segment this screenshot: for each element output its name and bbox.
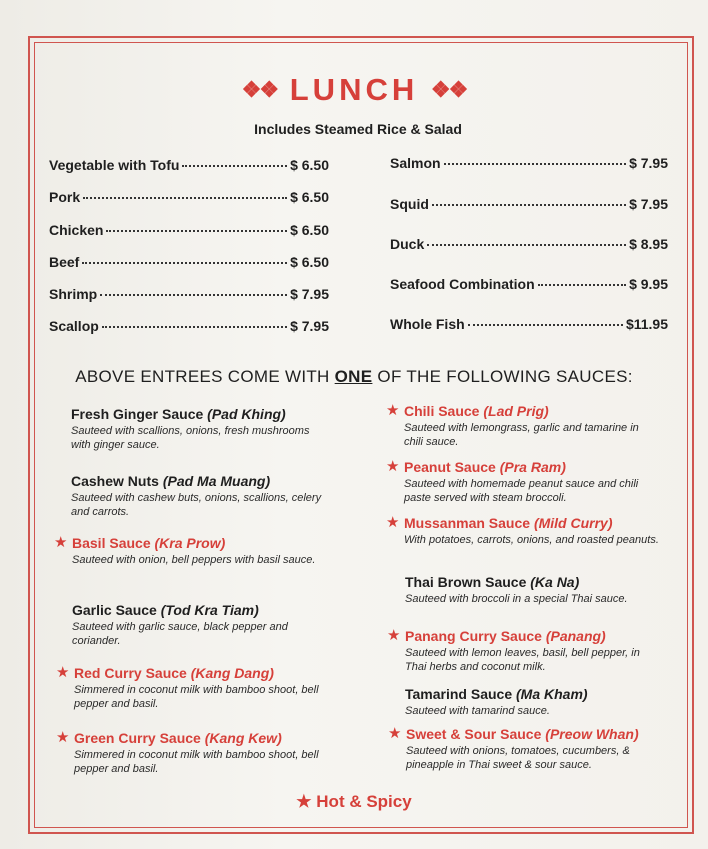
sauce-name: Basil Sauce — [72, 535, 151, 551]
sauce-name-line — [72, 601, 327, 619]
entree-row — [49, 189, 329, 207]
dot-leader — [83, 197, 287, 199]
entree-row — [49, 254, 329, 272]
entree-row — [390, 236, 668, 254]
sauce-description: Sauteed with cashew buts, onions, scallions, celery and carrots. — [71, 492, 322, 518]
sauce-name-line — [404, 458, 659, 476]
sauce-name-line — [405, 627, 660, 645]
sauce-description: Sauteed with lemon leaves, basil, bell pepper, in Thai herbs and coconut milk. — [405, 647, 640, 673]
dot-leader — [100, 294, 287, 296]
sauce-description: Sauteed with onion, bell peppers with basil sauce. — [72, 554, 316, 566]
sauce-thai-name: (Pad Ma Muang) — [162, 473, 271, 489]
spicy-star-icon: ★ — [56, 729, 70, 746]
sauce-name: Mussanman Sauce — [404, 515, 531, 531]
sauce-thai-name: (Lad Prig) — [483, 403, 549, 419]
sauce-thai-name: (Ka Na) — [530, 574, 580, 590]
sauce-name-line — [74, 729, 329, 747]
sauce-name-line — [404, 514, 659, 532]
entree-price: $ 9.95 — [629, 276, 668, 292]
spicy-star-icon: ★ — [387, 627, 401, 644]
sauce-thai-name: (Ma Kham) — [516, 686, 588, 702]
menu-subtitle: Includes Steamed Rice & Salad — [254, 121, 462, 137]
entree-row — [390, 316, 668, 334]
sauce-name: Tamarind Sauce — [405, 686, 513, 702]
sauce-section-header — [0, 367, 708, 387]
ornament-left-icon: ❖❖ — [241, 77, 278, 102]
sauce-name-line — [72, 534, 327, 552]
sauce-thai-name: (Pad Khing) — [207, 406, 286, 422]
ornament-right-icon: ❖❖ — [430, 77, 467, 102]
sauce-header-emphasis: ONE — [334, 367, 373, 386]
sauce-item — [386, 458, 659, 505]
sauce-description: Sauteed with garlic sauce, black pepper and coriander. — [72, 621, 288, 647]
sauce-thai-name: (Kang Dang) — [190, 665, 274, 681]
entree-row — [49, 318, 329, 336]
entree-row — [49, 157, 329, 175]
entree-name: Pork — [49, 189, 81, 205]
entree-row — [390, 155, 668, 173]
sauce-description: Sauteed with onions, tomatoes, cucumbers, & pineapple in Thai sweet & sour sauce. — [406, 745, 630, 771]
entree-price: $11.95 — [625, 316, 668, 332]
sauce-description: Sauteed with tamarind sauce. — [405, 705, 550, 717]
entree-name: Squid — [390, 196, 429, 212]
sauce-thai-name: (Kra Prow) — [154, 535, 226, 551]
sauce-name: Sweet & Sour Sauce — [406, 726, 542, 742]
entree-row — [390, 276, 668, 294]
dot-leader — [106, 230, 287, 232]
entree-name: Shrimp — [49, 286, 98, 302]
sauce-name-line — [405, 685, 660, 703]
sauce-item — [56, 729, 329, 776]
sauce-thai-name: (Kang Kew) — [204, 730, 282, 746]
dot-leader — [182, 165, 287, 167]
entree-price: $ 7.95 — [290, 318, 329, 334]
spicy-star-icon: ★ — [386, 458, 400, 475]
sauce-description: With potatoes, carrots, onions, and roasted peanuts. — [404, 534, 659, 546]
menu-title-text: LUNCH — [289, 72, 419, 107]
dot-leader — [82, 262, 287, 264]
entree-price: $ 7.95 — [629, 196, 668, 212]
sauce-header-before: ABOVE ENTREES COME WITH — [75, 367, 335, 386]
spicy-legend-label: Hot & Spicy — [316, 792, 412, 811]
sauce-item — [71, 472, 326, 519]
sauce-description: Sauteed with homemade peanut sauce and chili paste served with steam broccoli. — [404, 478, 639, 504]
sauce-item — [56, 664, 329, 711]
entree-price: $ 7.95 — [629, 155, 668, 171]
menu-title — [0, 72, 708, 108]
sauce-name-line — [74, 664, 329, 682]
dot-leader — [468, 324, 623, 326]
sauce-name: Peanut Sauce — [404, 459, 496, 475]
sauce-thai-name: (Mild Curry) — [533, 515, 613, 531]
entree-price: $ 8.95 — [629, 236, 668, 252]
sauce-name: Chili Sauce — [404, 403, 480, 419]
spicy-star-icon: ★ — [56, 664, 70, 681]
entree-price: $ 7.95 — [290, 286, 329, 302]
sauce-item — [386, 402, 659, 449]
spicy-star-icon: ★ — [386, 514, 400, 531]
sauce-item — [405, 685, 660, 718]
entree-price: $ 6.50 — [290, 189, 329, 205]
dot-leader — [427, 244, 626, 246]
entree-row — [49, 222, 329, 240]
dot-leader — [538, 284, 626, 286]
sauce-thai-name: (Panang) — [545, 628, 606, 644]
sauce-description: Sauteed with broccoli in a special Thai sauce. — [405, 593, 628, 605]
entree-name: Beef — [49, 254, 80, 270]
entree-name: Whole Fish — [390, 316, 465, 332]
sauce-description: Simmered in coconut milk with bamboo shoot, bell pepper and basil. — [74, 749, 319, 775]
sauce-name: Thai Brown Sauce — [405, 574, 527, 590]
entree-row — [390, 196, 668, 214]
sauce-item — [387, 627, 660, 674]
sauce-name: Green Curry Sauce — [74, 730, 201, 746]
sauce-name: Panang Curry Sauce — [405, 628, 542, 644]
entree-name: Salmon — [390, 155, 441, 171]
dot-leader — [432, 204, 626, 206]
sauce-thai-name: (Preow Whan) — [545, 726, 639, 742]
sauce-item — [71, 405, 326, 452]
sauce-description: Simmered in coconut milk with bamboo shoot, bell pepper and basil. — [74, 684, 319, 710]
entree-name: Scallop — [49, 318, 99, 334]
entree-price: $ 6.50 — [290, 254, 329, 270]
spicy-legend — [0, 792, 708, 812]
sauce-thai-name: (Pra Ram) — [499, 459, 566, 475]
sauce-name-line — [405, 573, 660, 591]
sauce-name: Garlic Sauce — [72, 602, 157, 618]
entree-row — [49, 286, 329, 304]
sauce-name-line — [406, 725, 661, 743]
entree-name: Seafood Combination — [390, 276, 535, 292]
spicy-legend-star-icon: ★ — [296, 792, 312, 811]
sauce-item — [54, 534, 327, 567]
sauce-description: Sauteed with lemongrass, garlic and tamarine in chili sauce. — [404, 422, 639, 448]
entree-name: Vegetable with Tofu — [49, 157, 180, 173]
sauce-name: Fresh Ginger Sauce — [71, 406, 204, 422]
sauce-item — [388, 725, 661, 772]
entree-name: Chicken — [49, 222, 104, 238]
sauce-name-line — [404, 402, 659, 420]
sauce-name-line — [71, 472, 326, 490]
sauce-description: Sauteed with scallions, onions, fresh mushrooms with ginger sauce. — [71, 425, 310, 451]
sauce-name: Red Curry Sauce — [74, 665, 187, 681]
sauce-name: Cashew Nuts — [71, 473, 159, 489]
entree-price: $ 6.50 — [290, 157, 329, 173]
sauce-thai-name: (Tod Kra Tiam) — [160, 602, 259, 618]
spicy-star-icon: ★ — [54, 534, 68, 551]
sauce-item — [72, 601, 327, 648]
dot-leader — [444, 163, 626, 165]
sauce-item — [386, 514, 659, 547]
sauce-name-line — [71, 405, 326, 423]
spicy-star-icon: ★ — [386, 402, 400, 419]
dot-leader — [102, 326, 287, 328]
entree-price: $ 6.50 — [290, 222, 329, 238]
sauce-item — [405, 573, 660, 606]
sauce-header-after: OF THE FOLLOWING SAUCES: — [372, 367, 633, 386]
spicy-star-icon: ★ — [388, 725, 402, 742]
entree-name: Duck — [390, 236, 425, 252]
